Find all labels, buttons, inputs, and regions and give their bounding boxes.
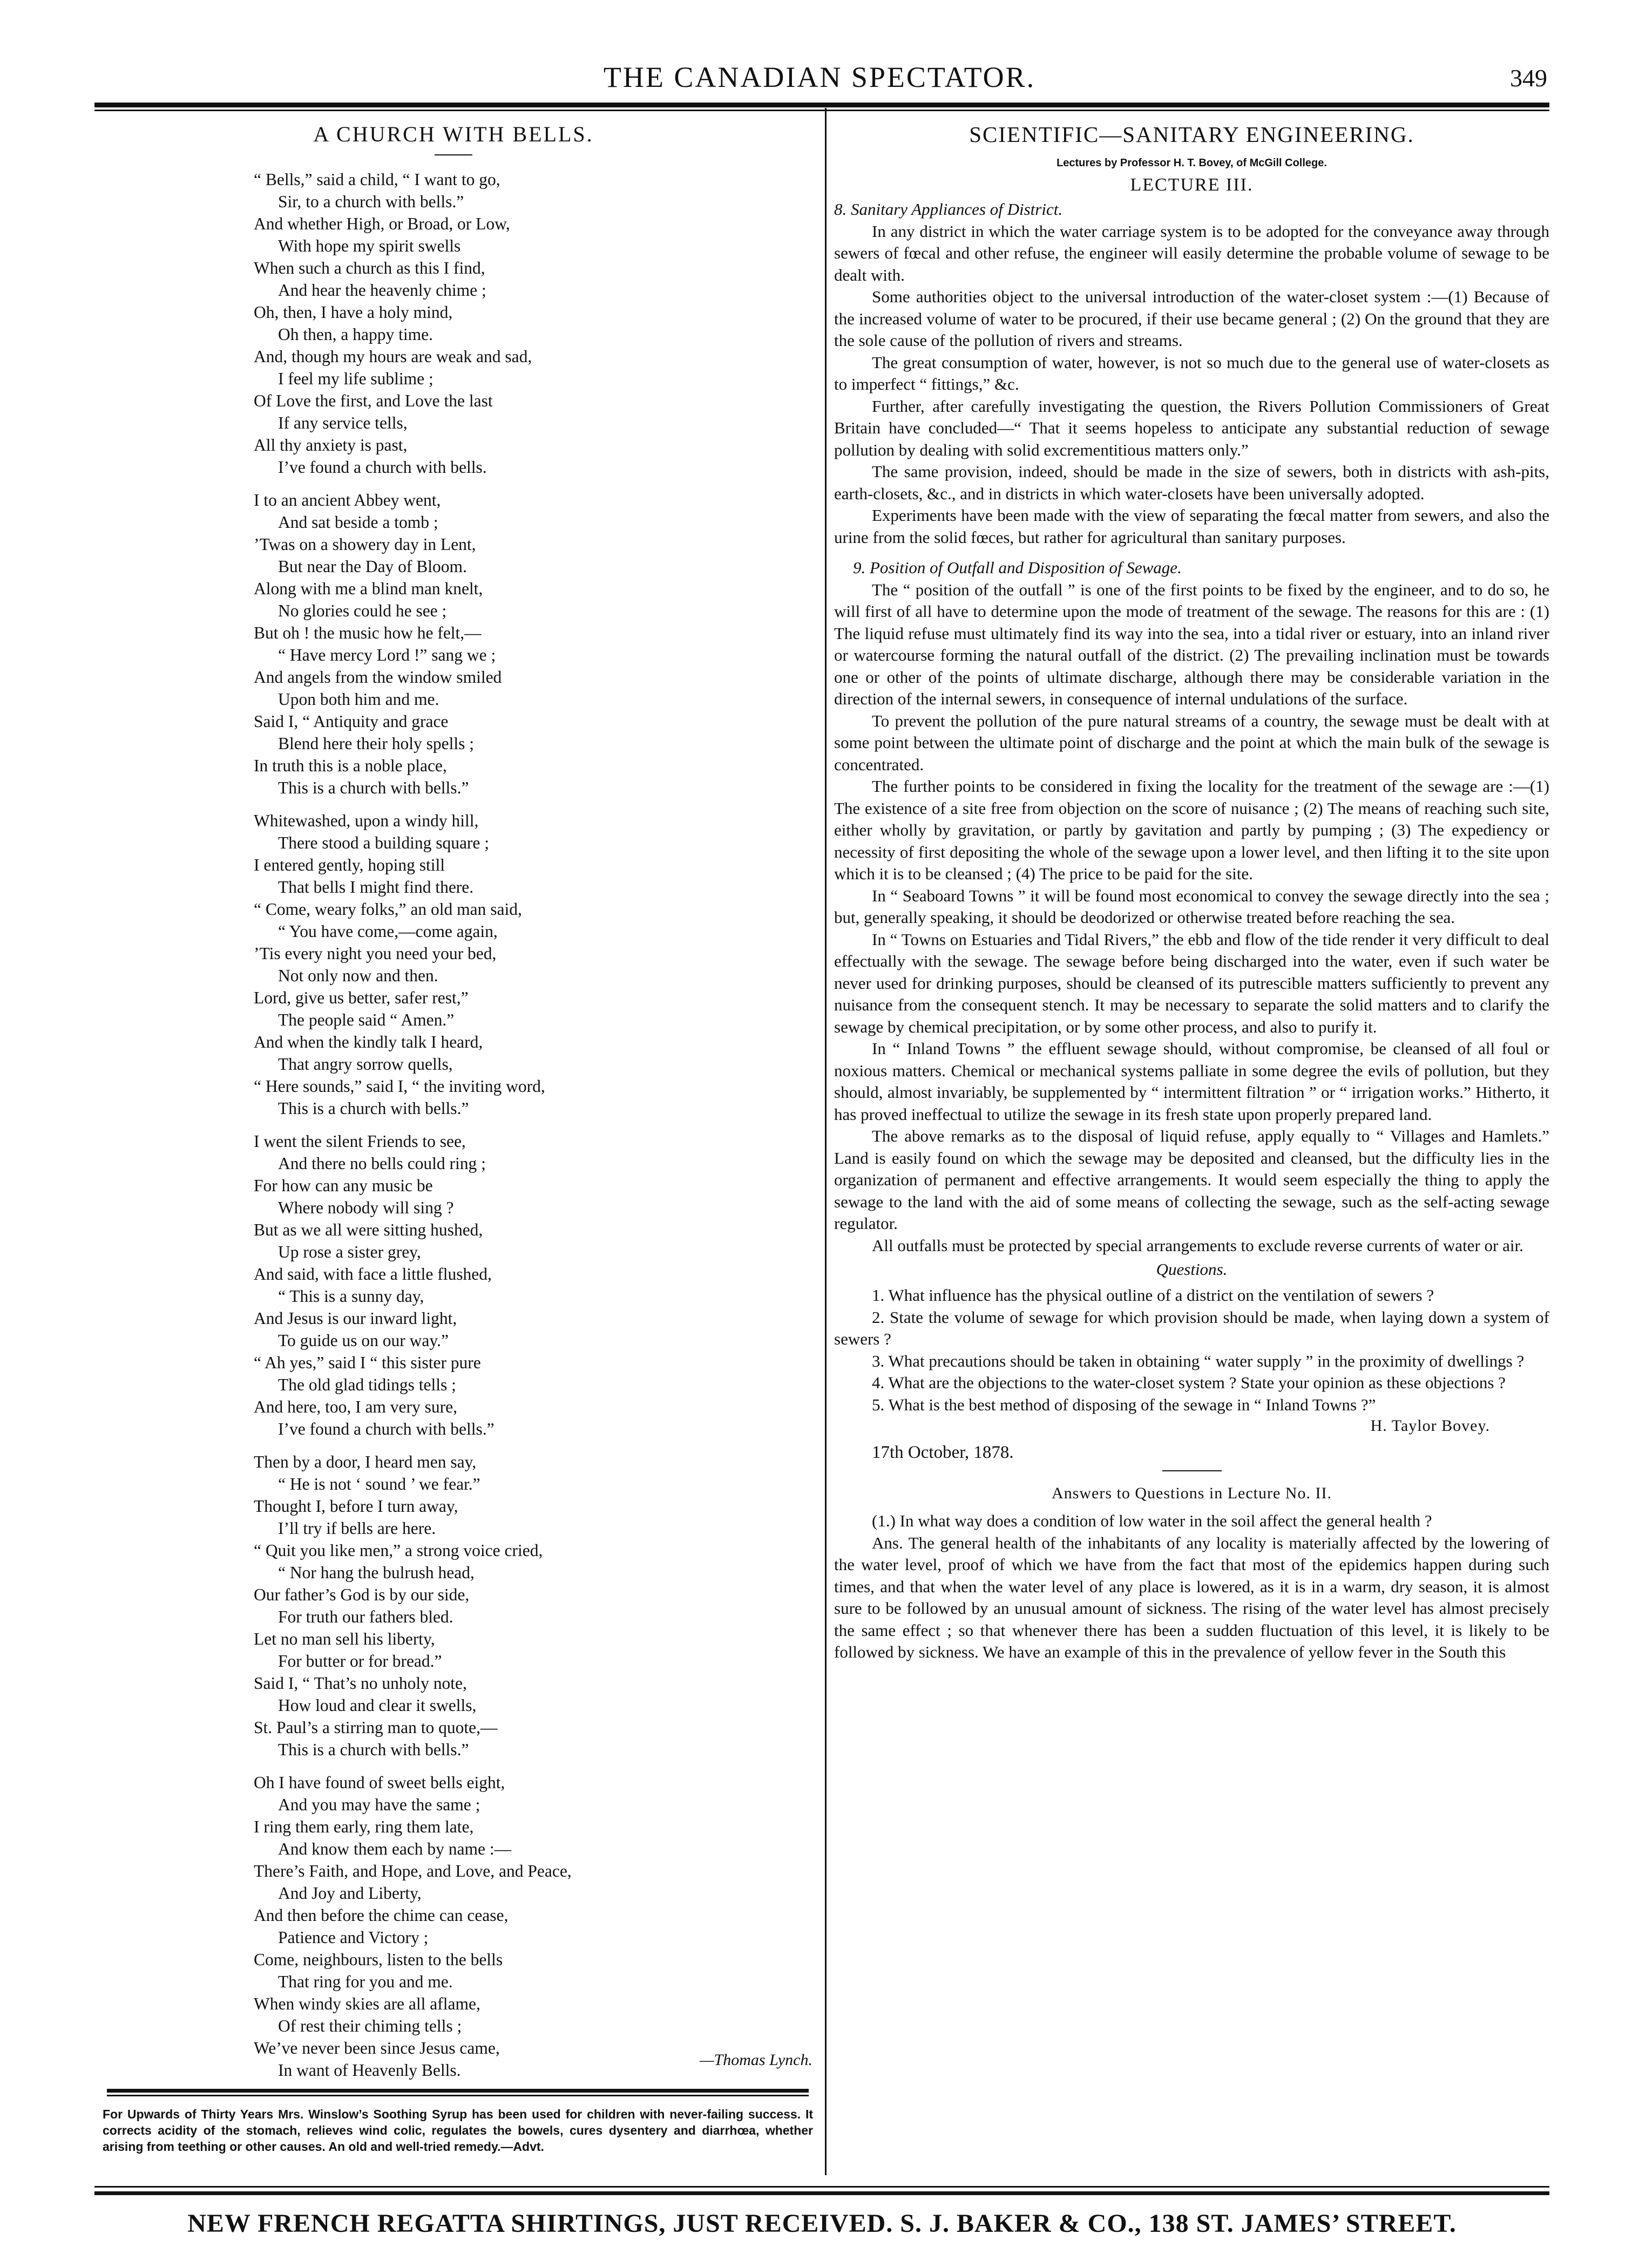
poem-line: With hope my spirit swells xyxy=(278,236,461,255)
article-title: SCIENTIFIC—SANITARY ENGINEERING. xyxy=(969,122,1414,147)
poem-line: And hear the heavenly chime ; xyxy=(278,281,486,300)
author-signature: H. Taylor Bovey. xyxy=(1370,1417,1490,1435)
questions-heading: Questions. xyxy=(1156,1260,1228,1279)
poem-line: I’ve found a church with bells. xyxy=(278,458,487,477)
poem-line: The old glad tidings tells ; xyxy=(278,1375,456,1394)
poem-line: For truth our fathers bled. xyxy=(278,1607,453,1626)
poem-line: We’ve never been since Jesus came, xyxy=(254,2039,500,2058)
question-item: 2. State the volume of sewage for which provision should be made, when laying down a system of sewers ? xyxy=(834,1307,1549,1348)
poem-line: Whitewashed, upon a windy hill, xyxy=(254,811,479,830)
poem-line: This is a church with bells.” xyxy=(278,1099,469,1118)
answers-divider xyxy=(1162,1470,1222,1471)
poem-line: I’ll try if bells are here. xyxy=(278,1519,436,1538)
poem-line: Where nobody will sing ? xyxy=(278,1198,454,1217)
poem-line: “ He is not ‘ sound ’ we fear.” xyxy=(278,1475,480,1493)
ad-rule xyxy=(107,2089,809,2093)
lecture-date: 17th October, 1878. xyxy=(872,1443,1014,1462)
poem-line: That angry sorrow quells, xyxy=(278,1055,453,1074)
lecture-heading: LECTURE III. xyxy=(1130,175,1254,195)
poem-line: And here, too, I am very sure, xyxy=(254,1397,458,1416)
article-paragraph: In “ Inland Towns ” the effluent sewage should, without compromise, be cleansed of all foul or noxious matters. Chemical or mechanical systems palliate in some degree the evils of pollution, but they should, almost invariably, be supplemented by “ intermittent filtration ” or “ irrigation works.” Hitherto, it has proved ineffectual to utilize the sewage in its fresh state upon properly prepared land. xyxy=(834,1039,1549,1124)
poem-line: Come, neighbours, listen to the bells xyxy=(254,1950,503,1969)
poem-line: Our father’s God is by our side, xyxy=(254,1585,470,1604)
page-number: 349 xyxy=(1510,64,1547,92)
article-paragraph: All outfalls must be protected by special arrangements to exclude reverse currents of water or air. xyxy=(872,1235,1523,1255)
article-column xyxy=(834,121,1549,1663)
advertisement-text: For Upwards of Thirty Years Mrs. Winslow’s Soothing Syrup has been used for children with never-failing success. It corrects acidity of the stomach, relieves wind colic, regulates the bowels, cures dysentery and diarrhœa, whether arising from teething or other causes. An old and well-tried remedy.—Advt. xyxy=(103,2107,813,2154)
poem-line: And angels from the window smiled xyxy=(254,668,502,687)
answers-heading: Answers to Questions in Lecture No. II. xyxy=(1052,1484,1332,1502)
poem-line: Then by a door, I heard men say, xyxy=(254,1452,477,1471)
poem-line: But oh ! the music how he felt,— xyxy=(254,623,482,642)
article-paragraph: To prevent the pollution of the pure natural streams of a country, the sewage must be dealt with at some point between the ultimate point of discharge and the point at which the main bulk of the sewage is concentrated. xyxy=(834,711,1549,774)
poem-line: For how can any music be xyxy=(254,1176,433,1195)
poem-line: Lord, give us better, safer rest,” xyxy=(254,988,469,1007)
question-item: 3. What precautions should be taken in obtaining “ water supply ” in the proximity of dwellings ? xyxy=(872,1351,1525,1370)
title-divider xyxy=(435,154,472,155)
answer-text: Ans. The general health of the inhabitants of any locality is materially affected by the lowering of the water level, proof of which we have from the fact that most of the epidemics happen during such times, and that when the water level of any place is lowered, as it is in a warm, dry season, it is almost sure to be followed by an unusual amount of sickness. The rising of the water level has almost precisely the same effect ; so that whenever there has been a sudden fluctuation of this level, it is likely to be followed by sickness. We have an example of this in the prevalence of yellow fever in the South this xyxy=(834,1533,1549,1661)
article-paragraph: In any district in which the water carriage system is to be adopted for the conveyance away through sewers of fœcal and other refuse, the engineer will easily determine the probable volume of sewage to be dealt with. xyxy=(834,221,1549,284)
poem-line: In truth this is a noble place, xyxy=(254,756,447,775)
masthead-title: THE CANADIAN SPECTATOR. xyxy=(603,61,1036,93)
poem-stanza xyxy=(94,810,812,1119)
poem-line: And, though my hours are weak and sad, xyxy=(254,347,532,366)
poem-line: When windy skies are all aflame, xyxy=(254,1994,480,2013)
poem-line: No glories could he see ; xyxy=(278,601,447,620)
poem-line: St. Paul’s a stirring man to quote,— xyxy=(254,1718,498,1737)
section-9-heading: 9. Position of Outfall and Disposition of Sewage. xyxy=(853,558,1182,577)
poem-line: The people said “ Amen.” xyxy=(278,1010,455,1029)
poem-stanza xyxy=(94,1451,812,1761)
poem-stanza xyxy=(94,489,812,799)
poem-line: I entered gently, hoping still xyxy=(254,855,445,874)
questions-list xyxy=(834,1285,1549,1416)
poem-line: Of Love the first, and Love the last xyxy=(254,391,493,410)
poem-line: To guide us on our way.” xyxy=(278,1331,449,1350)
article-paragraph: The above remarks as to the disposal of liquid refuse, apply equally to “ Villages and Hamlets.” Land is easily found on which the sewage may be deposited and cleansed, but the difficulty lies in the organization of permanent and effective arrangements. It would seem especially the thing to apply the sewage to the land with the aid of some means of collecting the sewage, such as the self-acting sewage regulator. xyxy=(834,1126,1549,1233)
poem-line: Sir, to a church with bells.” xyxy=(278,192,464,211)
poem-line: Said I, “ That’s no unholy note, xyxy=(254,1674,467,1693)
poem-line: Blend here their holy spells ; xyxy=(278,734,475,753)
poem-line: I to an ancient Abbey went, xyxy=(254,491,441,510)
article-byline: Lectures by Professor H. T. Bovey, of McGill College. xyxy=(1056,157,1327,169)
footer-rule-thin xyxy=(94,2186,1549,2188)
poem-line: And then before the chime can cease, xyxy=(254,1906,509,1925)
poem-line: And you may have the same ; xyxy=(278,1795,480,1814)
poem-line: “ Ah yes,” said I “ this sister pure xyxy=(254,1353,481,1372)
article-paragraph: In “ Towns on Estuaries and Tidal Rivers,” the ebb and flow of the tide render it very difficult to deal effectually with the sewage. The sewage before being discharged into the water, even if such water be never used for drinking purposes, should be cleansed of its putrescible matters sufficiently to prevent any nuisance from the consequent stench. It may be necessary to separate the solid matters and to clarify the sewage by chemical precipitation, or by some other process, and also to purify it. xyxy=(834,929,1549,1036)
poem-line: And know them each by name :— xyxy=(278,1839,512,1858)
poem-line: When such a church as this I find, xyxy=(254,259,485,277)
poem-line: All thy anxiety is past, xyxy=(254,436,408,454)
poem-line: “ Nor hang the bulrush head, xyxy=(278,1563,475,1582)
footer-rule xyxy=(94,2191,1549,2195)
poem-line: There’s Faith, and Hope, and Love, and Peace, xyxy=(254,1862,572,1880)
poem-line: “ This is a sunny day, xyxy=(278,1287,424,1306)
poem-attribution: —Thomas Lynch. xyxy=(699,2051,812,2069)
poem-line: This is a church with bells.” xyxy=(278,1740,469,1759)
poem-line: “ You have come,—come again, xyxy=(278,922,498,941)
poem-stanza xyxy=(94,168,812,478)
article-paragraph: Experiments have been made with the view of separating the fœcal matter from sewers, and also the urine from the solid fœces, but rather for agricultural than sanitary purposes. xyxy=(834,506,1549,547)
poem-line: For butter or for bread.” xyxy=(278,1652,442,1671)
poem-line: “ Quit you like men,” a strong voice cried, xyxy=(254,1541,543,1560)
poem-line: Upon both him and me. xyxy=(278,690,439,709)
advertisement xyxy=(96,2089,819,2155)
poem-line: “ Here sounds,” said I, “ the inviting word, xyxy=(254,1077,545,1096)
article-paragraph: The great consumption of water, however, is not so much due to the general use of water-closets as to imperfect “ fittings,” &c. xyxy=(834,352,1549,393)
poem-line: Oh, then, I have a holy mind, xyxy=(254,303,453,322)
article-paragraph: The “ position of the outfall ” is one of the first points to be fixed by the engineer, and to do so, he will first of all have to determine upon the mode of treatment of the sewage. The reasons for this are : (1) The liquid refuse must ultimately find its way into the sea, into a tidal river or estuary, into an inland river or watercourse forming the natural outfall of the district. (2) The prevailing inclination must be towards one or other of the points of ultimate discharge, although there may be considerable variation in the direction of the internal sewers, in consequence of internal undulations of the surface. xyxy=(834,580,1549,708)
article-paragraph: The same provision, indeed, should be made in the size of sewers, both in districts with ash-pits, earth-closets, &c., and in districts in which water-closets have been universally adopted. xyxy=(834,462,1549,503)
poem-line: I ring them early, ring them late, xyxy=(254,1817,474,1836)
poem-line: Up rose a sister grey, xyxy=(278,1242,421,1261)
poem-line: Oh then, a happy time. xyxy=(278,325,433,344)
column-divider xyxy=(825,108,827,2175)
poem-line: In want of Heavenly Bells. xyxy=(278,2061,461,2080)
poem-line: But near the Day of Bloom. xyxy=(278,557,467,576)
section-9-body xyxy=(834,579,1549,1257)
poem-line: And when the kindly talk I heard, xyxy=(254,1033,483,1051)
poem-line: But as we all were sitting hushed, xyxy=(254,1220,483,1239)
poem-line: That bells I might find there. xyxy=(278,878,474,897)
poem-line: Patience and Victory ; xyxy=(278,1928,429,1947)
footer-advertisement: NEW FRENCH REGATTA SHIRTINGS, JUST RECEIVED. S. J. BAKER & CO., 138 ST. JAMES’ STREET. xyxy=(187,2209,1457,2238)
question-item: 1. What influence has the physical outline of a district on the ventilation of sewers ? xyxy=(872,1286,1434,1305)
article-paragraph: The further points to be considered in fixing the locality for the treatment of the sewage are :—(1) The existence of a site free from objection on the score of nuisance ; (2) The means of reaching such site, either wholly by gravitation, or partly by gavitation and partly by pumping ; (3) The expediency or necessity of first depositing the whole of the sewage upon a lower level, and then lifting it to the site upon which it is to be cleansed ; (4) The price to be paid for the site. xyxy=(834,777,1549,883)
poem-line: Not only now and then. xyxy=(278,966,438,985)
poem-line: If any service tells, xyxy=(278,413,408,432)
article-paragraph: In “ Seaboard Towns ” it will be found most economical to convey the sewage directly into the sea ; but, generally speaking, it should be deodorized or otherwise treated before reaching the sea. xyxy=(834,886,1549,927)
poem-line: ’Tis every night you need your bed, xyxy=(254,944,497,963)
poem-line: Said I, “ Antiquity and grace xyxy=(254,712,449,731)
poem-line: I went the silent Friends to see, xyxy=(254,1132,466,1151)
poem-column xyxy=(94,121,812,2092)
poem-line: Thought I, before I turn away, xyxy=(254,1497,458,1516)
poem-title: A CHURCH WITH BELLS. xyxy=(313,122,594,146)
poem-line: Oh I have found of sweet bells eight, xyxy=(254,1773,505,1792)
poem-line: That ring for you and me. xyxy=(278,1972,453,1991)
poem-line: “ Have mercy Lord !” sang we ; xyxy=(278,646,496,664)
question-item: 4. What are the objections to the water-closet system ? State your opinion as these objections ? xyxy=(872,1373,1506,1392)
poem-line: Of rest their chiming tells ; xyxy=(278,2016,462,2035)
poem-line: There stood a building square ; xyxy=(278,833,490,852)
poem-line: I feel my life sublime ; xyxy=(278,369,434,388)
poem-line: Along with me a blind man knelt, xyxy=(254,579,483,598)
poem-line: And sat beside a tomb ; xyxy=(278,513,438,532)
poem-body xyxy=(94,168,812,2081)
ad-rule-thin xyxy=(107,2095,809,2096)
poem-line: And there no bells could ring ; xyxy=(278,1154,486,1173)
poem-line: And Jesus is our inward light, xyxy=(254,1309,457,1328)
poem-line: Let no man sell his liberty, xyxy=(254,1629,435,1648)
section-8-body xyxy=(834,221,1549,549)
poem-line: And Joy and Liberty, xyxy=(278,1884,422,1903)
question-item: 5. What is the best method of disposing of the sewage in “ Inland Towns ?” xyxy=(872,1395,1376,1414)
article-paragraph: Further, after carefully investigating the question, the Rivers Pollution Commissioners of Great Britain have concluded—“ That it seems hopeless to anticipate any substantial reduction of sewage pollution by dealing with solid excrementitious matters only.” xyxy=(834,396,1549,459)
poem-stanza xyxy=(94,1130,812,1440)
header-rule-thin xyxy=(94,110,1549,111)
poem-line: And said, with face a little flushed, xyxy=(254,1265,492,1284)
poem-line: And whether High, or Broad, or Low, xyxy=(254,214,510,233)
poem-line: “ Bells,” said a child, “ I want to go, xyxy=(254,170,500,189)
section-8-heading: 8. Sanitary Appliances of District. xyxy=(834,200,1063,219)
poem-line: I’ve found a church with bells.” xyxy=(278,1420,495,1438)
poem-stanza xyxy=(94,1771,812,2081)
article-paragraph: Some authorities object to the universal introduction of the water-closet system :—(1) Because of the increased volume of water to be procured, if their use became general ; (2) On the ground that they are the sole cause of the pollution of rivers and streams. xyxy=(834,287,1549,350)
poem-line: “ Come, weary folks,” an old man said, xyxy=(254,900,522,919)
poem-line: How loud and clear it swells, xyxy=(278,1696,477,1715)
answer-question: (1.) In what way does a condition of low water in the soil affect the general health ? xyxy=(872,1511,1432,1530)
poem-line: ’Twas on a showery day in Lent, xyxy=(254,535,476,554)
header-rule xyxy=(94,103,1549,107)
poem-line: This is a church with bells.” xyxy=(278,778,469,797)
